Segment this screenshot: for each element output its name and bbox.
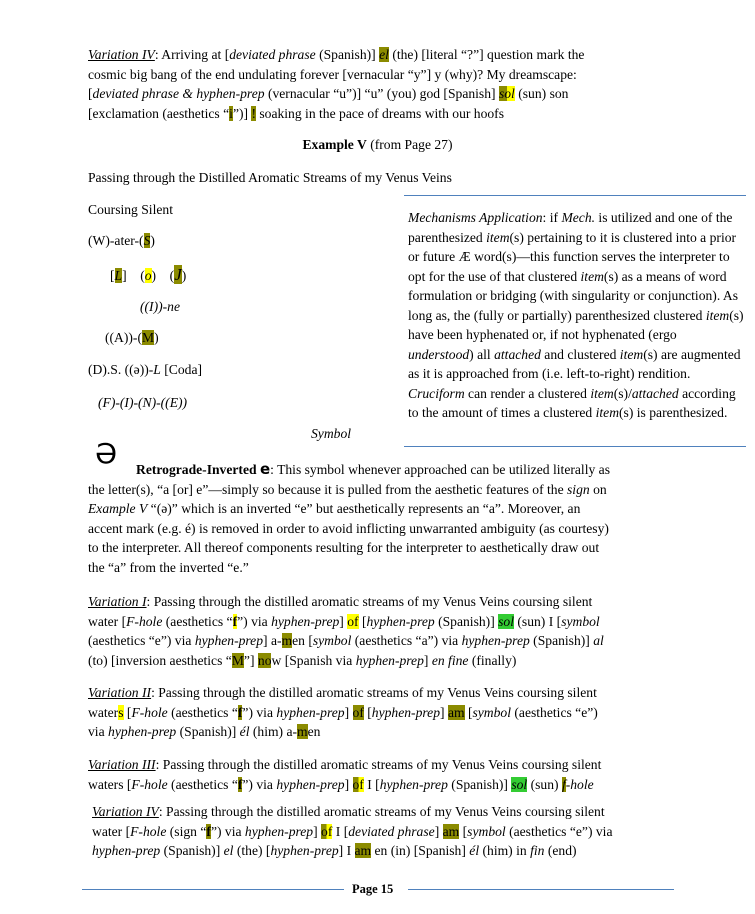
poem-final: (F)-(I)-(N)-((E))	[98, 395, 188, 410]
poem-ine: ((I))-ne	[140, 299, 180, 314]
variation-i: Variation I: Passing through the distilled aromatic streams of my Venus Veins coursing silent water [F-hole (aesthetics “f”) via hyphen-prep] of [hyphen-prep (Spanish)] sol (sun) I [symbol (aesthetics “e”) via hyphen-prep] a-men [symbol (aesthetics “a”) via hyphen-prep (Spanish)] al (to) [inversion aesthetics “M”] now [Spanish via hyphen-prep] en fine (finally)	[88, 594, 604, 668]
variation-iv-intro: Variation IV: Arriving at [deviated phrase (Spanish)] el (the) [literal “?”] question mark the cosmic big bang of the end undulating forever [vernacular “y”] y (why)? My dreamscape: [deviated phrase & hyphen-prep (vernacular “u”)] “u” (you) god [Spanish] sol (sun) son [exclamation (aesthetics “i”)] ! soaking in the pace of dreams with our hoofs	[88, 47, 585, 121]
footer-rule-left	[82, 889, 344, 890]
variation-iv: Variation IV: Passing through the distilled aromatic streams of my Venus Veins coursing silent water [F-hole (sign “f”) via hyphen-prep] of I [deviated phrase] am [symbol (aesthetics “e”) via hyphen-prep (Spanish)] el (the) [hyphen-prep] I am en (in) [Spanish] él (him) in fin (end)	[92, 804, 613, 858]
schwa-symbol-icon: Ə	[95, 437, 118, 470]
variation-label: Variation IV	[88, 47, 155, 62]
symbol-label: Symbol	[311, 426, 352, 441]
variation-ii: Variation II: Passing through the distilled aromatic streams of my Venus Veins coursing silent waters [F-hole (aesthetics “f”) via hyphen-prep] of [hyphen-prep] am [symbol (aesthetics “e”) via hyphen-prep (Spanish)] él (him) a-men	[88, 685, 598, 739]
poem-line-1: Passing through the Distilled Aromatic Streams of my Venus Veins	[88, 170, 452, 185]
poem-symbols: [L] (o) (J)	[110, 265, 187, 284]
poem-ds: (D).S. ((ə))-L [Coda]	[88, 362, 203, 377]
poem-am: ((A))-(M)	[105, 330, 159, 345]
poem-water: (W)-ater-(S)	[88, 233, 155, 248]
page-number: Page 15	[352, 882, 394, 896]
sidebox-text: Mechanisms Application: if Mech. is utilized and one of the parenthesized item(s) pertaining to it is clustered into a prior or future Æ word(s)—this function serves the interpreter to opt for the use of that clustered item(s) as a means of word formulation or bridging (with singularity or conjunction). As long as, the (fully or partially) parenthesized clustered item(s) have been hyphenated or, if not hyphenated (ergo understood) all attached and clustered item(s) are augmented as it is approached from (i.e. left-to-right) rendition. Cruciform can render a clustered item(s)/attached according to the amount of times a clustered item(s) is parenthesized.	[408, 210, 744, 420]
example-heading: Example V (from Page 27)	[302, 137, 453, 152]
retrograde-paragraph: Retrograde-Inverted e: This symbol whenever approached can be utilized literally as the letter(s), “a [or] e”—simply so because it is pulled from the aesthetic features of the sign on Example V “(ə)” which is an inverted “e” but aesthetically represents an “a”. Moreover, an accent mark (e.g. é) is removed in order to avoid inflicting unwarranted ambiguity (as courtesy) to the interpreter. All thereof components resulting for the interpreter to aesthetically draw out the “a” from the inverted “e.”	[88, 460, 610, 575]
mechanisms-sidebox	[404, 195, 746, 447]
poem-line-2: Coursing Silent	[88, 202, 173, 217]
footer-rule-right	[408, 889, 674, 890]
variation-iii: Variation III: Passing through the distilled aromatic streams of my Venus Veins coursing silent waters [F-hole (aesthetics “f”) via hyphen-prep] of I [hyphen-prep (Spanish)] sol (sun) f-hole	[88, 757, 602, 792]
